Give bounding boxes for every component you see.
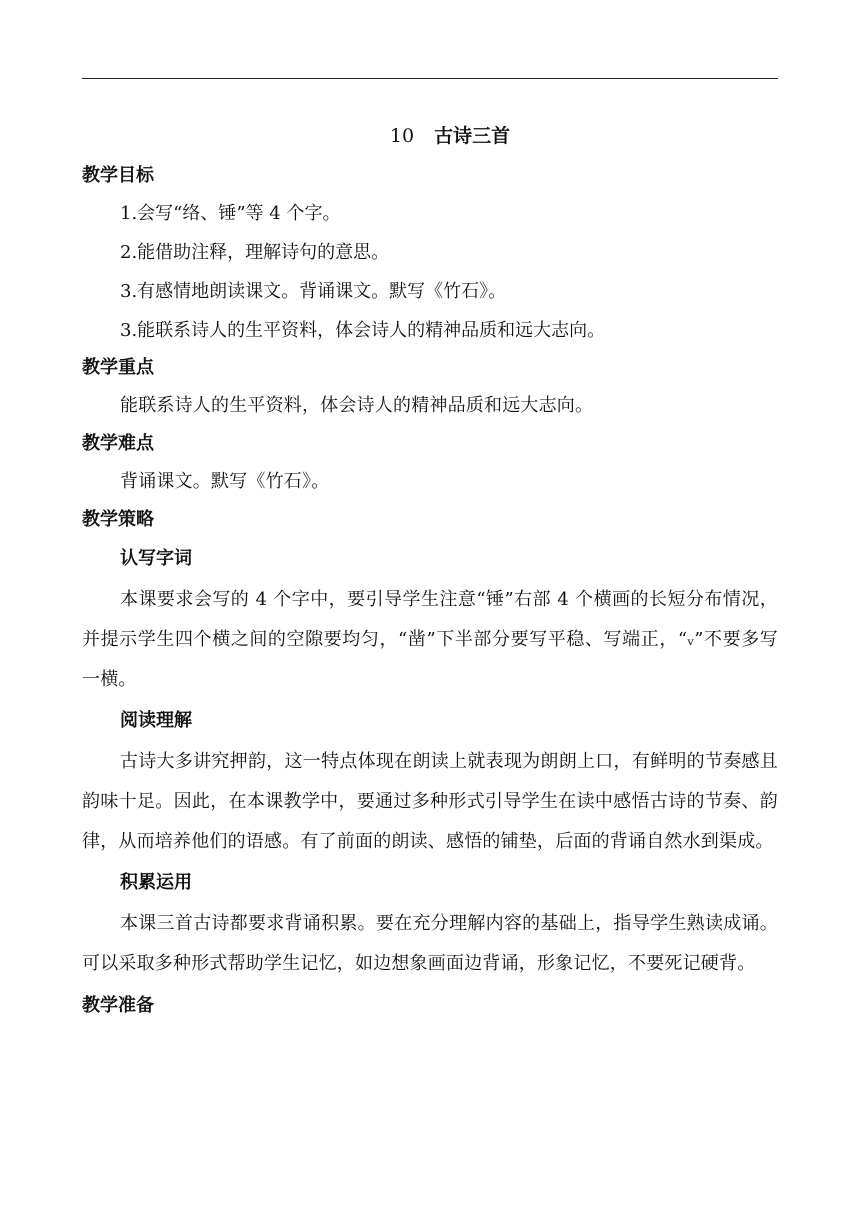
lesson-title: 古诗三首	[434, 125, 511, 147]
page-title	[0, 122, 860, 150]
writing-subheading: 认写字词	[120, 548, 192, 569]
difficulties-heading: 教学难点	[82, 433, 154, 454]
difficulties-text: 背诵课文。默写《竹石》。	[120, 471, 330, 492]
header-rule	[82, 78, 778, 79]
preparation-heading: 教学准备	[82, 995, 154, 1016]
objective-item-3: 3.有感情地朗读课文。背诵课文。默写《竹石》。	[120, 281, 507, 302]
key-points-text: 能联系诗人的生平资料，体会诗人的精神品质和远大志向。	[120, 395, 594, 416]
application-text: 本课三首古诗都要求背诵积累。要在充分理解内容的基础上，指导学生熟读成诵。可以采取多种形式帮助学生记忆，如边想象画面边背诵，形象记忆，不要死记硬背。	[82, 913, 778, 974]
reading-subheading: 阅读理解	[120, 710, 192, 731]
lesson-number: 10	[389, 125, 415, 147]
key-points-heading: 教学重点	[82, 357, 154, 378]
objective-item-2: 2.能借助注释，理解诗句的意思。	[120, 242, 390, 263]
objective-item-4: 3.能联系诗人的生平资料，体会诗人的精神品质和远大志向。	[120, 320, 606, 341]
objectives-heading: 教学目标	[82, 165, 154, 186]
objective-item-1: 1.会写“络、锤”等 4 个字。	[120, 203, 341, 224]
reading-text: 古诗大多讲究押韵，这一特点体现在朗读上就表现为朗朗上口，有鲜明的节奏感且韵味十足。因此，在本课教学中，要通过多种形式引导学生在读中感悟古诗的节奏、韵律，从而培养他们的语感。有了前面的朗读、感悟的铺垫，后面的背诵自然水到渠成。	[82, 751, 778, 852]
writing-text: 本课要求会写的 4 个字中，要引导学生注意“锤”右部 4 个横画的长短分布情况，并提示学生四个横之间的空隙要均匀，“凿”下半部分要写平稳、写端正，“ᵥ”不要多写一横。	[82, 589, 778, 690]
application-subheading: 积累运用	[120, 872, 192, 893]
strategies-heading: 教学策略	[82, 509, 154, 530]
lesson-plan-body	[82, 158, 778, 1024]
